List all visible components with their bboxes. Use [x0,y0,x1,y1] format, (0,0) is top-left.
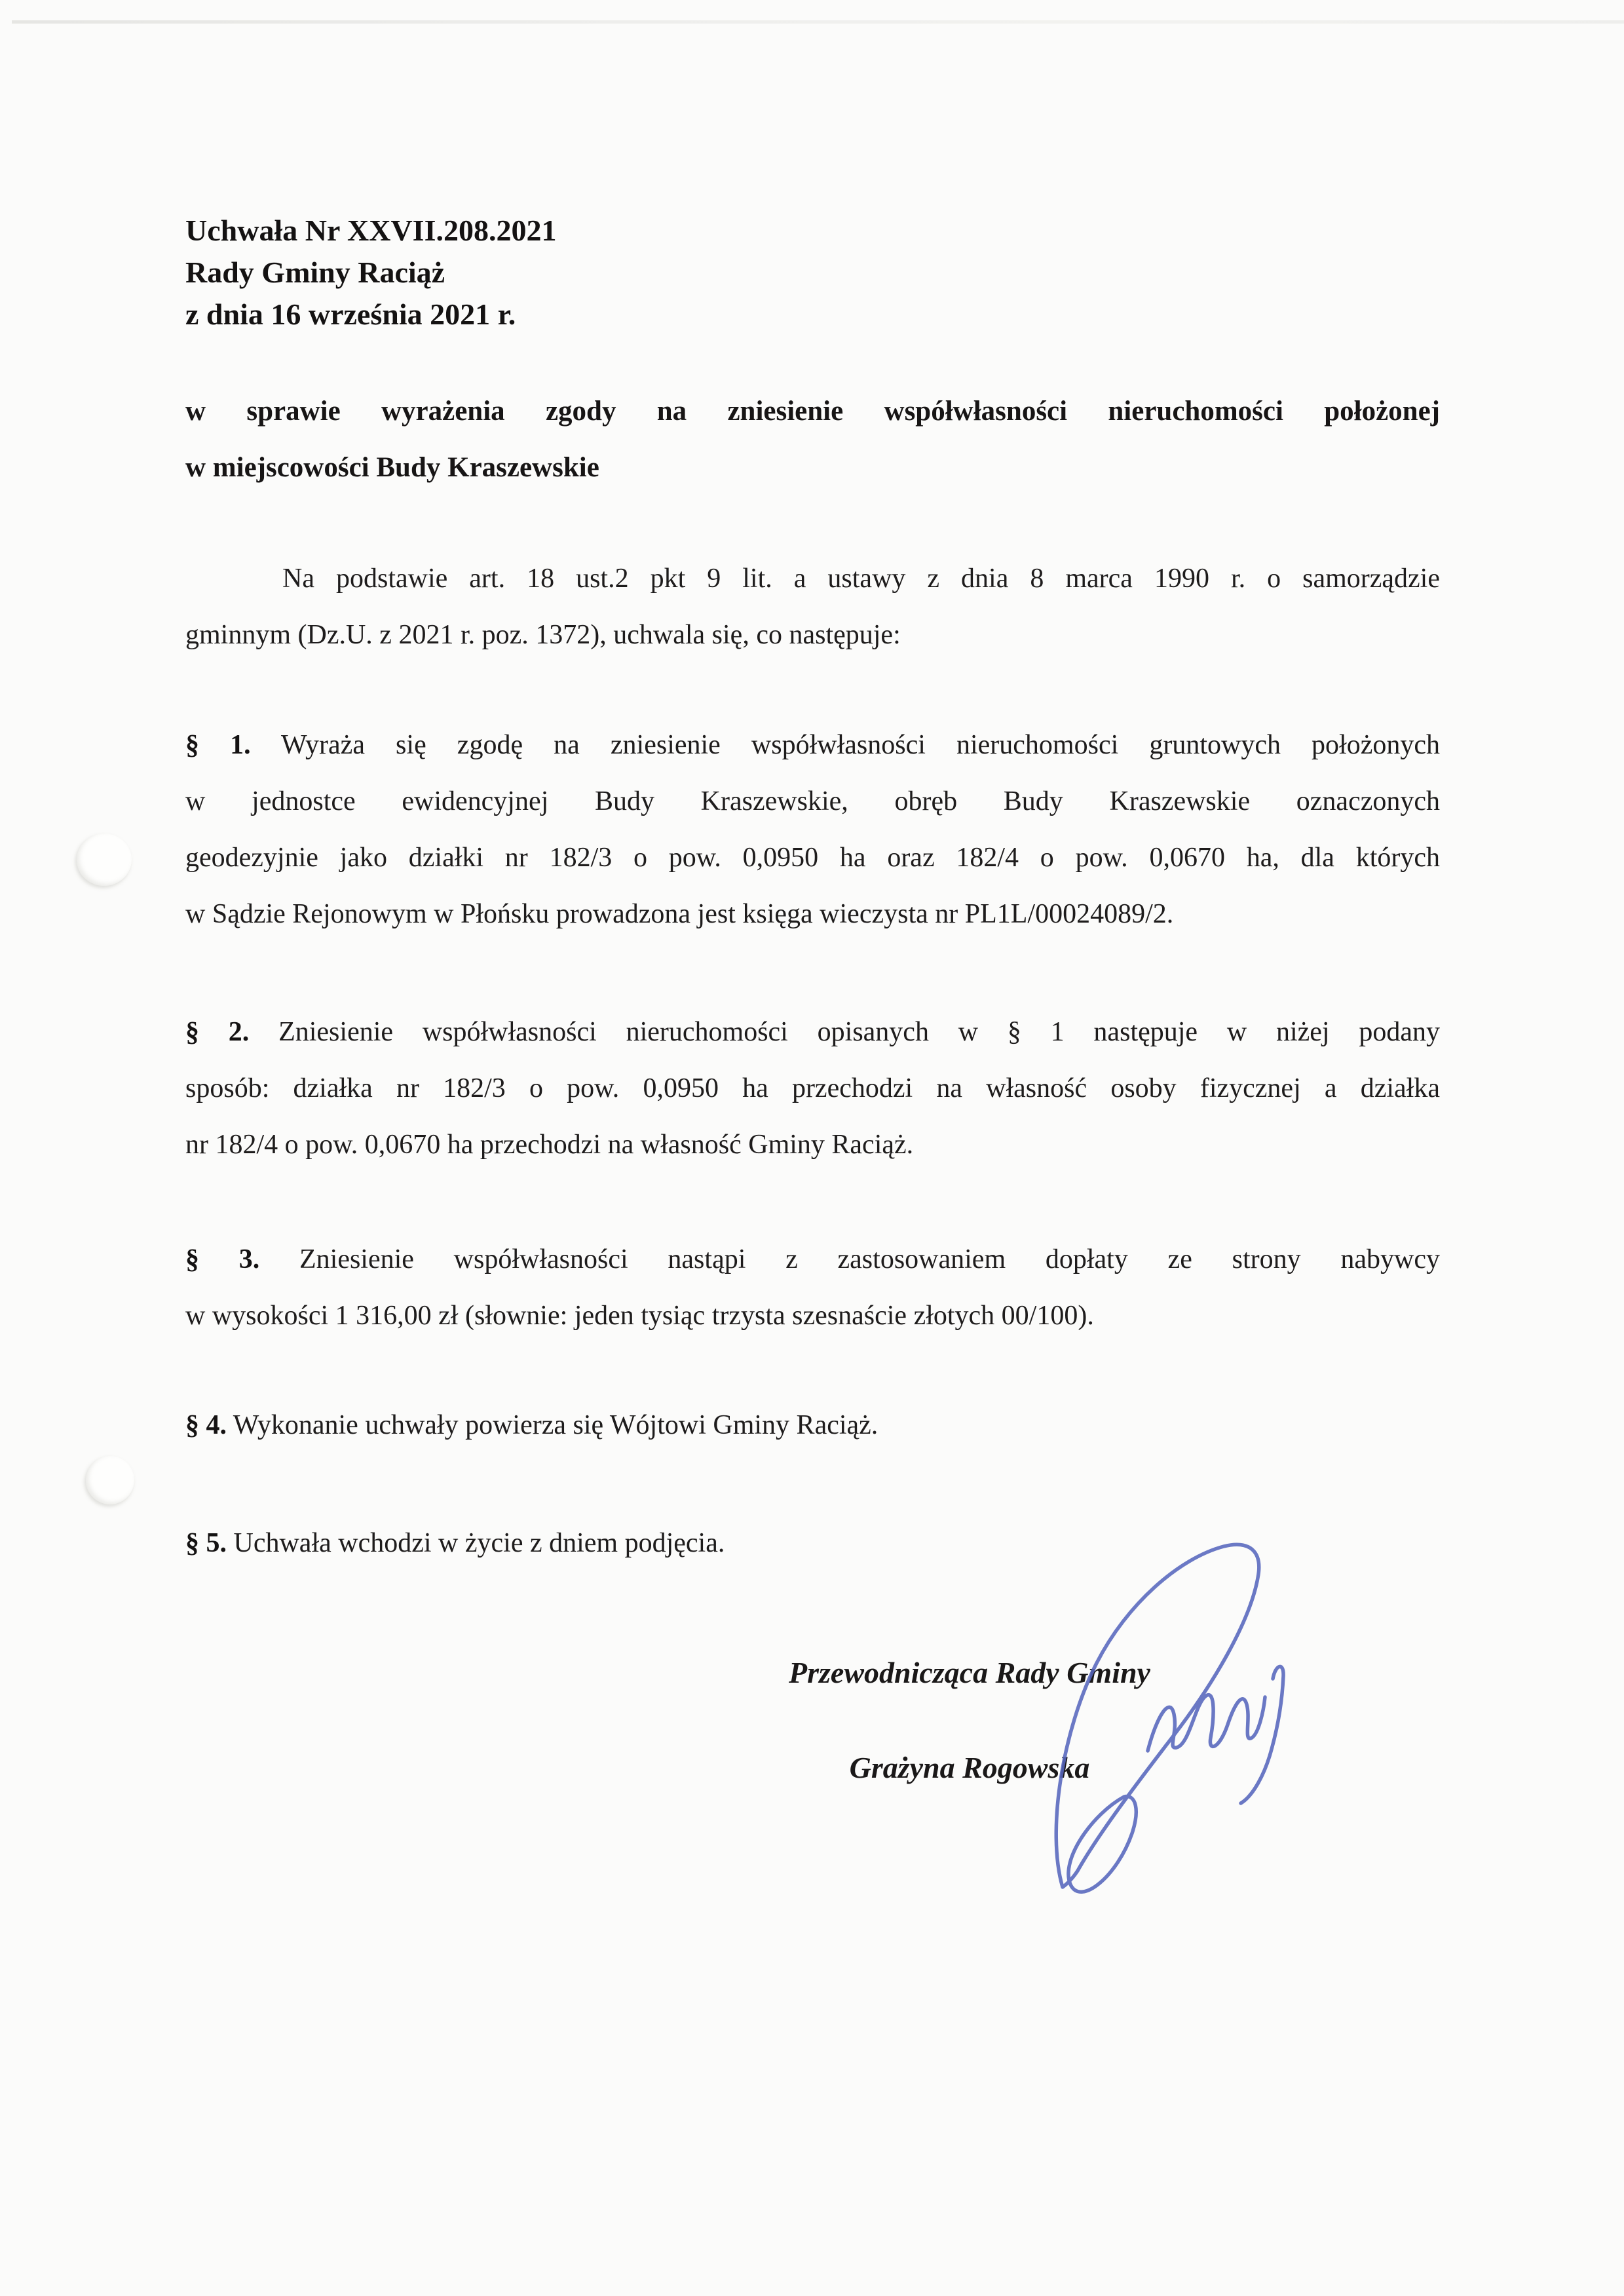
section-1-label: § 1. [185,730,251,760]
title-line-number: Uchwała Nr XXVII.208.2021 [185,214,557,247]
signatory-role: Przewodnicząca Rady Gminy [789,1656,1150,1689]
section-3 [185,1231,1440,1344]
section-1-text: Wyraża się zgodę na zniesienie współwłasności nieruchomości gruntowych położonych [280,730,1441,760]
section-4 [185,1397,1440,1453]
section-3-label: § 3. [185,1244,260,1274]
signature-block [766,1653,1173,1788]
section-2-text: Zniesienie współwłasności nieruchomości opisanych w § 1 następuje w niżej podany [278,1017,1441,1047]
document-body [185,0,1440,2296]
section-1 [185,717,1440,942]
paragraph-line [185,1231,1440,1288]
section-4-text: Wykonanie uchwały powierza się Wójtowi Gminy Raciąż. [233,1410,878,1440]
section-5 [185,1515,1440,1571]
hole-punch-mark-top [77,833,132,886]
subject-line: w sprawie wyrażenia zgody na zniesienie współwłasności nieruchomości położonej [185,396,1440,427]
section-5-label: § 5. [185,1528,227,1558]
section-2-label: § 2. [185,1017,250,1047]
paragraph-line: sposób: działka nr 182/3 o pow. 0,0950 ha przechodzi na własność osoby fizycznej a działka [185,1073,1440,1103]
document-subject [185,383,1440,496]
document-title [185,210,1440,335]
paragraph-line: w wysokości 1 316,00 zł (słownie: jeden tysiąc trzysta szesnaście złotych 00/100). [185,1301,1094,1331]
paragraph-line: gminnym (Dz.U. z 2021 r. poz. 1372), uchwala się, co następuje: [185,620,901,650]
paragraph-line: nr 182/4 o pow. 0,0670 ha przechodzi na własność Gminy Raciąż. [185,1130,914,1160]
legal-basis-paragraph [185,550,1440,663]
paragraph-line: Na podstawie art. 18 ust.2 pkt 9 lit. a ustawy z dnia 8 marca 1990 r. o samorządzie [282,564,1440,594]
subject-line: w miejscowości Budy Kraszewskie [185,452,599,483]
paragraph-line: w Sądzie Rejonowym w Płońsku prowadzona jest księga wieczysta nr PL1L/00024089/2. [185,899,1174,929]
paragraph-line [185,717,1440,773]
paragraph-line [185,1515,1440,1571]
paragraph-line [185,1397,1440,1453]
paragraph-line: w jednostce ewidencyjnej Budy Kraszewskie, obręb Budy Kraszewskie oznaczonych [185,786,1440,816]
title-line-date: z dnia 16 września 2021 r. [185,297,516,331]
section-2 [185,1004,1440,1173]
paragraph-line [185,1004,1440,1060]
title-line-council: Rady Gminy Raciąż [185,256,445,289]
signatory-name: Grażyna Rogowska [849,1751,1090,1784]
section-5-text: Uchwała wchodzi w życie z dniem podjęcia. [233,1528,725,1558]
section-3-text: Zniesienie współwłasności nastąpi z zastosowaniem dopłaty ze strony nabywcy [299,1244,1440,1274]
section-4-label: § 4. [185,1410,227,1440]
hole-punch-mark-bottom [86,1456,134,1504]
paragraph-line: geodezyjnie jako działki nr 182/3 o pow. 0,0950 ha oraz 182/4 o pow. 0,0670 ha, dla których [185,843,1440,873]
